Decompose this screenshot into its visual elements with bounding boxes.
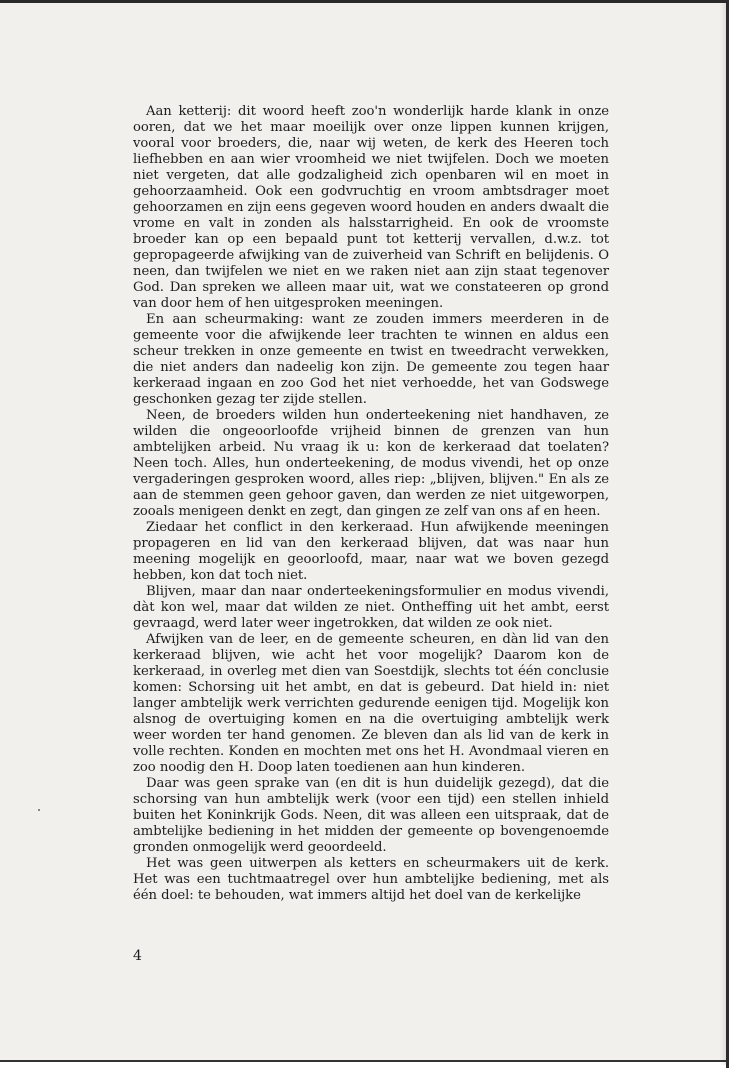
paragraph: Blijven, maar dan naar onderteekeningsformulier en modus vivendi, dàt kon wel, maar dat wilden ze niet. Ontheffing uit het ambt, eerst gevraagd, werd later weer ingetrokken, dat wilden ze ook niet. — [133, 584, 609, 631]
paragraph: Daar was geen sprake van (en dit is hun duidelijk gezegd), dat die schorsing van hun ambtelijk werk (voor een tijd) een stellen inhield buiten het Koninkrijk Gods. Neen, dit was alleen een uitspraak, dat de ambtelijke bediening in het midden der gemeente op bovengenoemde gronden onmogelijk werd geoordeeld. — [133, 776, 609, 855]
paragraph: Afwijken van de leer, en de gemeente scheuren, en dàn lid van den kerkeraad blijven, wie acht het voor mogelijk? Daarom kon de kerkeraad, in overleg met dien van Soestdijk, slechts tot één conclusie komen: Schorsing uit het ambt, en dat is gebeurd. Dat hield in: niet langer ambtelijk werk verrichten gedurende eenigen tijd. Mogelijk kon alsnog de overtuiging komen en na die overtuiging ambtelijk werk weer worden ter hand genomen. Ze bleven dan als lid van de kerk in volle rechten. Konden en mochten met ons het H. Avondmaal vieren en zoo noodig den H. Doop laten toedienen aan hun kinderen. — [133, 632, 609, 775]
paragraph: Ziedaar het conflict in den kerkeraad. Hun afwijkende meeningen propageren en lid van den kerkeraad blijven, dat was naar hun meening mogelijk en geoorloofd, maar, naar wat we boven gezegd hebben, kon dat toch niet. — [133, 520, 609, 583]
scan-speck — [38, 809, 40, 811]
paragraph: En aan scheurmaking: want ze zouden immers meerderen in de gemeente voor die afwijkende leer trachten te winnen en aldus een scheur trekken in onze gemeente en twist en tweedracht verwekken, die niet anders dan nadeelig kon zijn. De gemeente zou tegen haar kerkeraad ingaan en zoo God het niet verhoedde, het van Godswege geschonken gezag ter zijde stellen. — [133, 312, 609, 407]
paragraph: Neen, de broeders wilden hun onderteekening niet handhaven, ze wilden die ongeoorloofde vrijheid binnen de grenzen van hun ambtelijken arbeid. Nu vraag ik u: kon de kerkeraad dat toelaten? Neen toch. Alles, hun onderteekening, de modus vivendi, het op onze vergaderingen gesproken woord, alles riep: „blijven, blijven." En als ze aan de stemmen geen gehoor gaven, dan werden ze niet uitgeworpen, zooals menigeen denkt en zegt, dan gingen ze zelf van ons af en heen. — [133, 408, 609, 519]
paragraph: Aan ketterij: dit woord heeft zoo'n wonderlijk harde klank in onze ooren, dat we het maar moeilijk over onze lippen kunnen krijgen, vooral voor broeders, die, naar wij weten, de kerk des Heeren toch liefhebben en aan wier vroomheid we niet twijfelen. Doch we moeten niet vergeten, dat alle godzaligheid zich openbaren wil en moet in gehoorzaamheid. Ook een godvruchtig en vroom ambtsdrager moet gehoorzamen en zijn eens gegeven woord houden en anders dwaalt die vrome en valt in zonden als halsstarrigheid. En ook de vroomste broeder kan op een bepaald punt tot ketterij vervallen, d.w.z. tot gepropageerde afwijking van de zuiverheid van Schrift en belijdenis. O neen, dan twijfelen we niet en we raken niet aan zijn staat tegenover God. Dan spreken we alleen maar uit, wat we constateeren op grond van door hem of hen uitgesproken meeningen. — [133, 104, 609, 311]
page-number: 4 — [133, 948, 142, 964]
scan-border — [726, 0, 729, 1068]
body-text — [133, 104, 609, 904]
paragraph: Het was geen uitwerpen als ketters en scheurmakers uit de kerk. Het was een tuchtmaatregel over hun ambtelijke bediening, met als één doel: te behouden, wat immers altijd het doel van de kerkelijke — [133, 856, 609, 903]
